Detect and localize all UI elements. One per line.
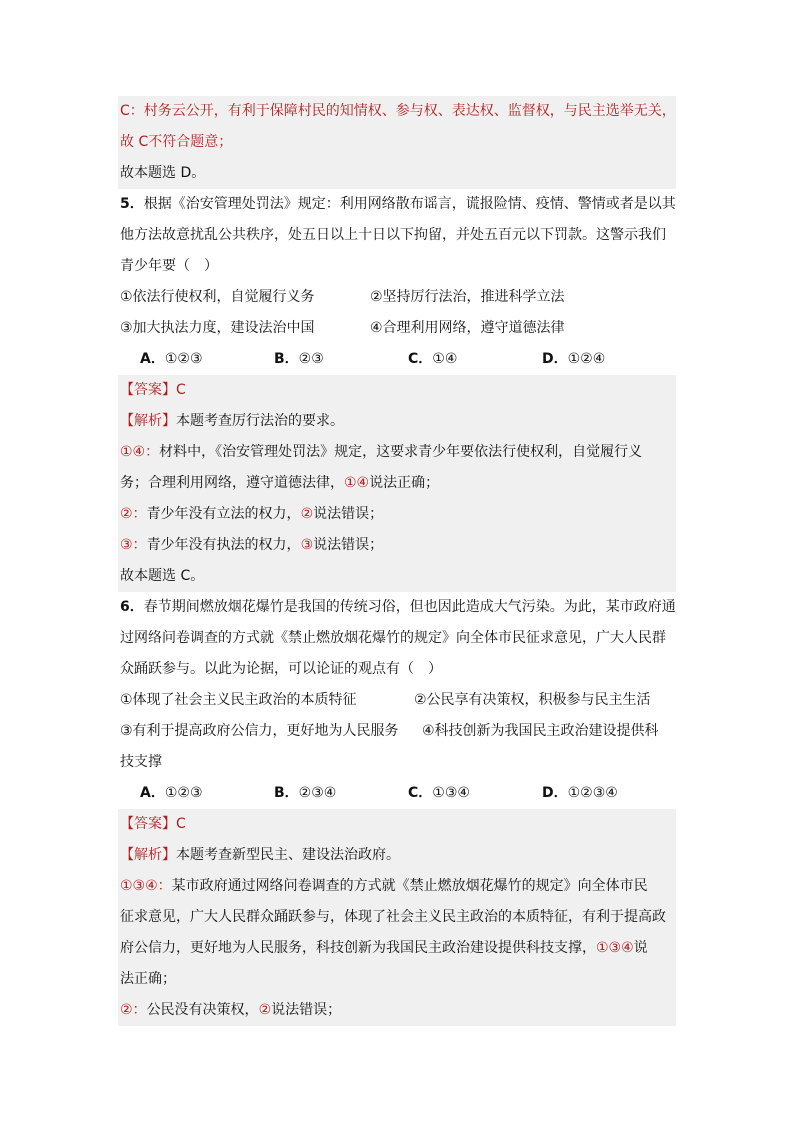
q5-stem-line2: 他方法故意扰乱公共秩序，处五日以上十日以下拘留，并处五百元以下罚款。这警示我们 bbox=[120, 227, 666, 243]
q6-choice-a-key: A． bbox=[140, 785, 165, 801]
prev-c-explanation-line1: C：村务云公开，有利于保障村民的知情权、参与权、表达权、监督权，与民主选举无关， bbox=[118, 96, 676, 127]
q6-options-row1 bbox=[118, 685, 676, 716]
q6-e1-text3b: 说 bbox=[633, 940, 648, 956]
q5-number: 5． bbox=[120, 196, 144, 212]
q5-answer-block bbox=[118, 375, 676, 592]
q5-answer-label: 【答案】 bbox=[120, 382, 176, 398]
q6-e2-label: ②： bbox=[120, 1002, 147, 1018]
q6-choice-b-text: ②③④ bbox=[298, 785, 337, 801]
q5-stem-line1 bbox=[118, 189, 676, 220]
q5-explanation-3 bbox=[118, 530, 676, 561]
q6-e1-text3a: 府公信力，更好地为人民服务，科技创新为我国民主政治建设提供科技支撑， bbox=[120, 940, 596, 956]
q5-explanation-2 bbox=[118, 499, 676, 530]
q6-explanation-1-line4: 法正确； bbox=[118, 964, 676, 995]
q5-options-row1 bbox=[118, 282, 676, 313]
q6-choice-b bbox=[274, 778, 408, 809]
q6-option-2: ②公民享有决策权，积极参与民主生活 bbox=[414, 692, 651, 708]
q6-answer-value: C bbox=[176, 816, 186, 832]
q5-choice-b bbox=[274, 344, 408, 375]
q5-e1-text2b: 说法正确； bbox=[369, 475, 440, 491]
q5-answer bbox=[118, 375, 676, 406]
q6-answer bbox=[118, 809, 676, 840]
prev-conclusion: 故本题选 D。 bbox=[118, 158, 676, 189]
q5-choice-a bbox=[140, 344, 274, 375]
q6-explanation-1-line3 bbox=[118, 933, 676, 964]
q5-e3-label: ③： bbox=[120, 537, 147, 553]
q5-stem-text1: 根据《治安管理处罚法》规定：利用网络散布谣言，谎报险情、疫情、警情或者是以其 bbox=[143, 196, 676, 212]
q6-explanation-2 bbox=[118, 995, 676, 1026]
q5-choice-b-text: ②③ bbox=[298, 351, 324, 367]
q6-analysis-intro bbox=[118, 840, 676, 871]
q5-explanation-1-line2 bbox=[118, 468, 676, 499]
q6-answer-label: 【答案】 bbox=[120, 816, 176, 832]
q6-choice-c bbox=[408, 778, 542, 809]
q6-option-4-cont: 技支撑 bbox=[120, 754, 162, 770]
q5-options-row2 bbox=[118, 313, 676, 344]
q6-e1-text1: 某市政府通过网络问卷调查的方式就《禁止燃放烟花爆竹的规定》向全体市民 bbox=[171, 878, 648, 894]
q6-choice-d bbox=[542, 778, 676, 809]
q5-e2-mark: ② bbox=[300, 506, 314, 522]
question-5 bbox=[118, 189, 676, 592]
q5-e2-text-a: 青少年没有立法的权力， bbox=[146, 506, 301, 522]
q6-e2-text-b: 说法错误； bbox=[271, 1002, 342, 1018]
q5-choice-d bbox=[542, 344, 676, 375]
q5-choice-a-text: ①②③ bbox=[164, 351, 203, 367]
q6-choice-a bbox=[140, 778, 274, 809]
q6-stem-line1 bbox=[118, 592, 676, 623]
q5-e1-text2a: 务；合理利用网络，遵守道德法律， bbox=[120, 475, 344, 491]
prev-c-explanation-line2: 故 C不符合题意； bbox=[118, 127, 676, 158]
q6-choice-d-key: D． bbox=[542, 785, 568, 801]
q6-analysis-label: 【解析】 bbox=[120, 847, 176, 863]
q6-e2-text-a: 公民没有决策权， bbox=[146, 1002, 259, 1018]
q6-stem-line2: 过网络问卷调查的方式就《禁止燃放烟花爆竹的规定》向全体市民征求意见，广大人民群 bbox=[120, 630, 666, 646]
q5-choice-a-key: A． bbox=[140, 351, 165, 367]
q5-option-2: ②坚持厉行法治，推进科学立法 bbox=[370, 289, 565, 305]
q6-explanation-1-line1 bbox=[118, 871, 676, 902]
q6-options-row2 bbox=[118, 716, 676, 747]
q5-answer-value: C bbox=[176, 382, 186, 398]
q6-choice-c-key: C． bbox=[408, 785, 433, 801]
q5-choice-d-text: ①②④ bbox=[567, 351, 606, 367]
q5-e1-text1: 材料中，《治安管理处罚法》规定，这要求青少年要依法行使权利，自觉履行义 bbox=[159, 444, 643, 460]
q6-answer-block bbox=[118, 809, 676, 1026]
q5-conclusion: 故本题选 C。 bbox=[118, 561, 676, 592]
q5-analysis-intro bbox=[118, 406, 676, 437]
q6-e1-mark: ①③④ bbox=[596, 940, 634, 956]
q5-choice-d-key: D． bbox=[542, 351, 568, 367]
q5-analysis-text: 本题考查厉行法治的要求。 bbox=[176, 413, 344, 429]
q5-option-3: ③加大执法力度，建设法治中国 bbox=[120, 320, 315, 336]
q6-option-4: ④科技创新为我国民主政治建设提供科 bbox=[422, 723, 659, 739]
q6-choice-d-text: ①②③④ bbox=[567, 785, 618, 801]
q5-option-1: ①依法行使权利，自觉履行义务 bbox=[120, 289, 315, 305]
q5-e1-label: ①④： bbox=[120, 444, 160, 460]
prev-explanation-block bbox=[118, 96, 676, 189]
q6-choice-c-text: ①③④ bbox=[432, 785, 470, 801]
q5-e2-label: ②： bbox=[120, 506, 147, 522]
q6-stem-text1: 春节期间燃放烟花爆竹是我国的传统习俗，但也因此造成大气污染。为此，某市政府通 bbox=[143, 599, 676, 615]
q5-stem-line3: 青少年要（ ） bbox=[120, 258, 218, 274]
q5-e2-text-b: 说法错误； bbox=[313, 506, 384, 522]
q5-e3-text-a: 青少年没有执法的权力， bbox=[146, 537, 301, 553]
q6-explanation-1-line2: 征求意见，广大人民群众踊跃参与，体现了社会主义民主政治的本质特征，有利于提高政 bbox=[118, 902, 676, 933]
q5-e3-mark: ③ bbox=[300, 537, 314, 553]
q6-choices bbox=[118, 778, 676, 809]
q5-e3-text-b: 说法错误； bbox=[313, 537, 384, 553]
q5-choice-b-key: B． bbox=[274, 351, 299, 367]
q6-choice-b-key: B． bbox=[274, 785, 299, 801]
q6-e2-mark: ② bbox=[258, 1002, 272, 1018]
q6-option-1: ①体现了社会主义民主政治的本质特征 bbox=[120, 692, 357, 708]
q6-option-3: ③有利于提高政府公信力，更好地为人民服务 bbox=[120, 723, 399, 739]
q5-choice-c-key: C． bbox=[408, 351, 433, 367]
q6-choice-a-text: ①②③ bbox=[164, 785, 203, 801]
q6-stem-line3: 众踊跃参与。以此为论据，可以论证的观点有（ ） bbox=[120, 661, 442, 677]
q5-explanation-1-line1 bbox=[118, 437, 676, 468]
q6-analysis-text: 本题考查新型民主、建设法治政府。 bbox=[176, 847, 400, 863]
q6-number: 6． bbox=[120, 599, 144, 615]
question-6 bbox=[118, 592, 676, 1026]
q5-e1-mark: ①④ bbox=[344, 475, 370, 491]
q5-choices bbox=[118, 344, 676, 375]
document-page bbox=[118, 96, 676, 1026]
q6-e1-label: ①③④： bbox=[120, 878, 172, 894]
q5-choice-c bbox=[408, 344, 542, 375]
q5-option-4: ④合理利用网络，遵守道德法律 bbox=[370, 320, 565, 336]
q5-choice-c-text: ①④ bbox=[432, 351, 458, 367]
q5-analysis-label: 【解析】 bbox=[120, 413, 176, 429]
